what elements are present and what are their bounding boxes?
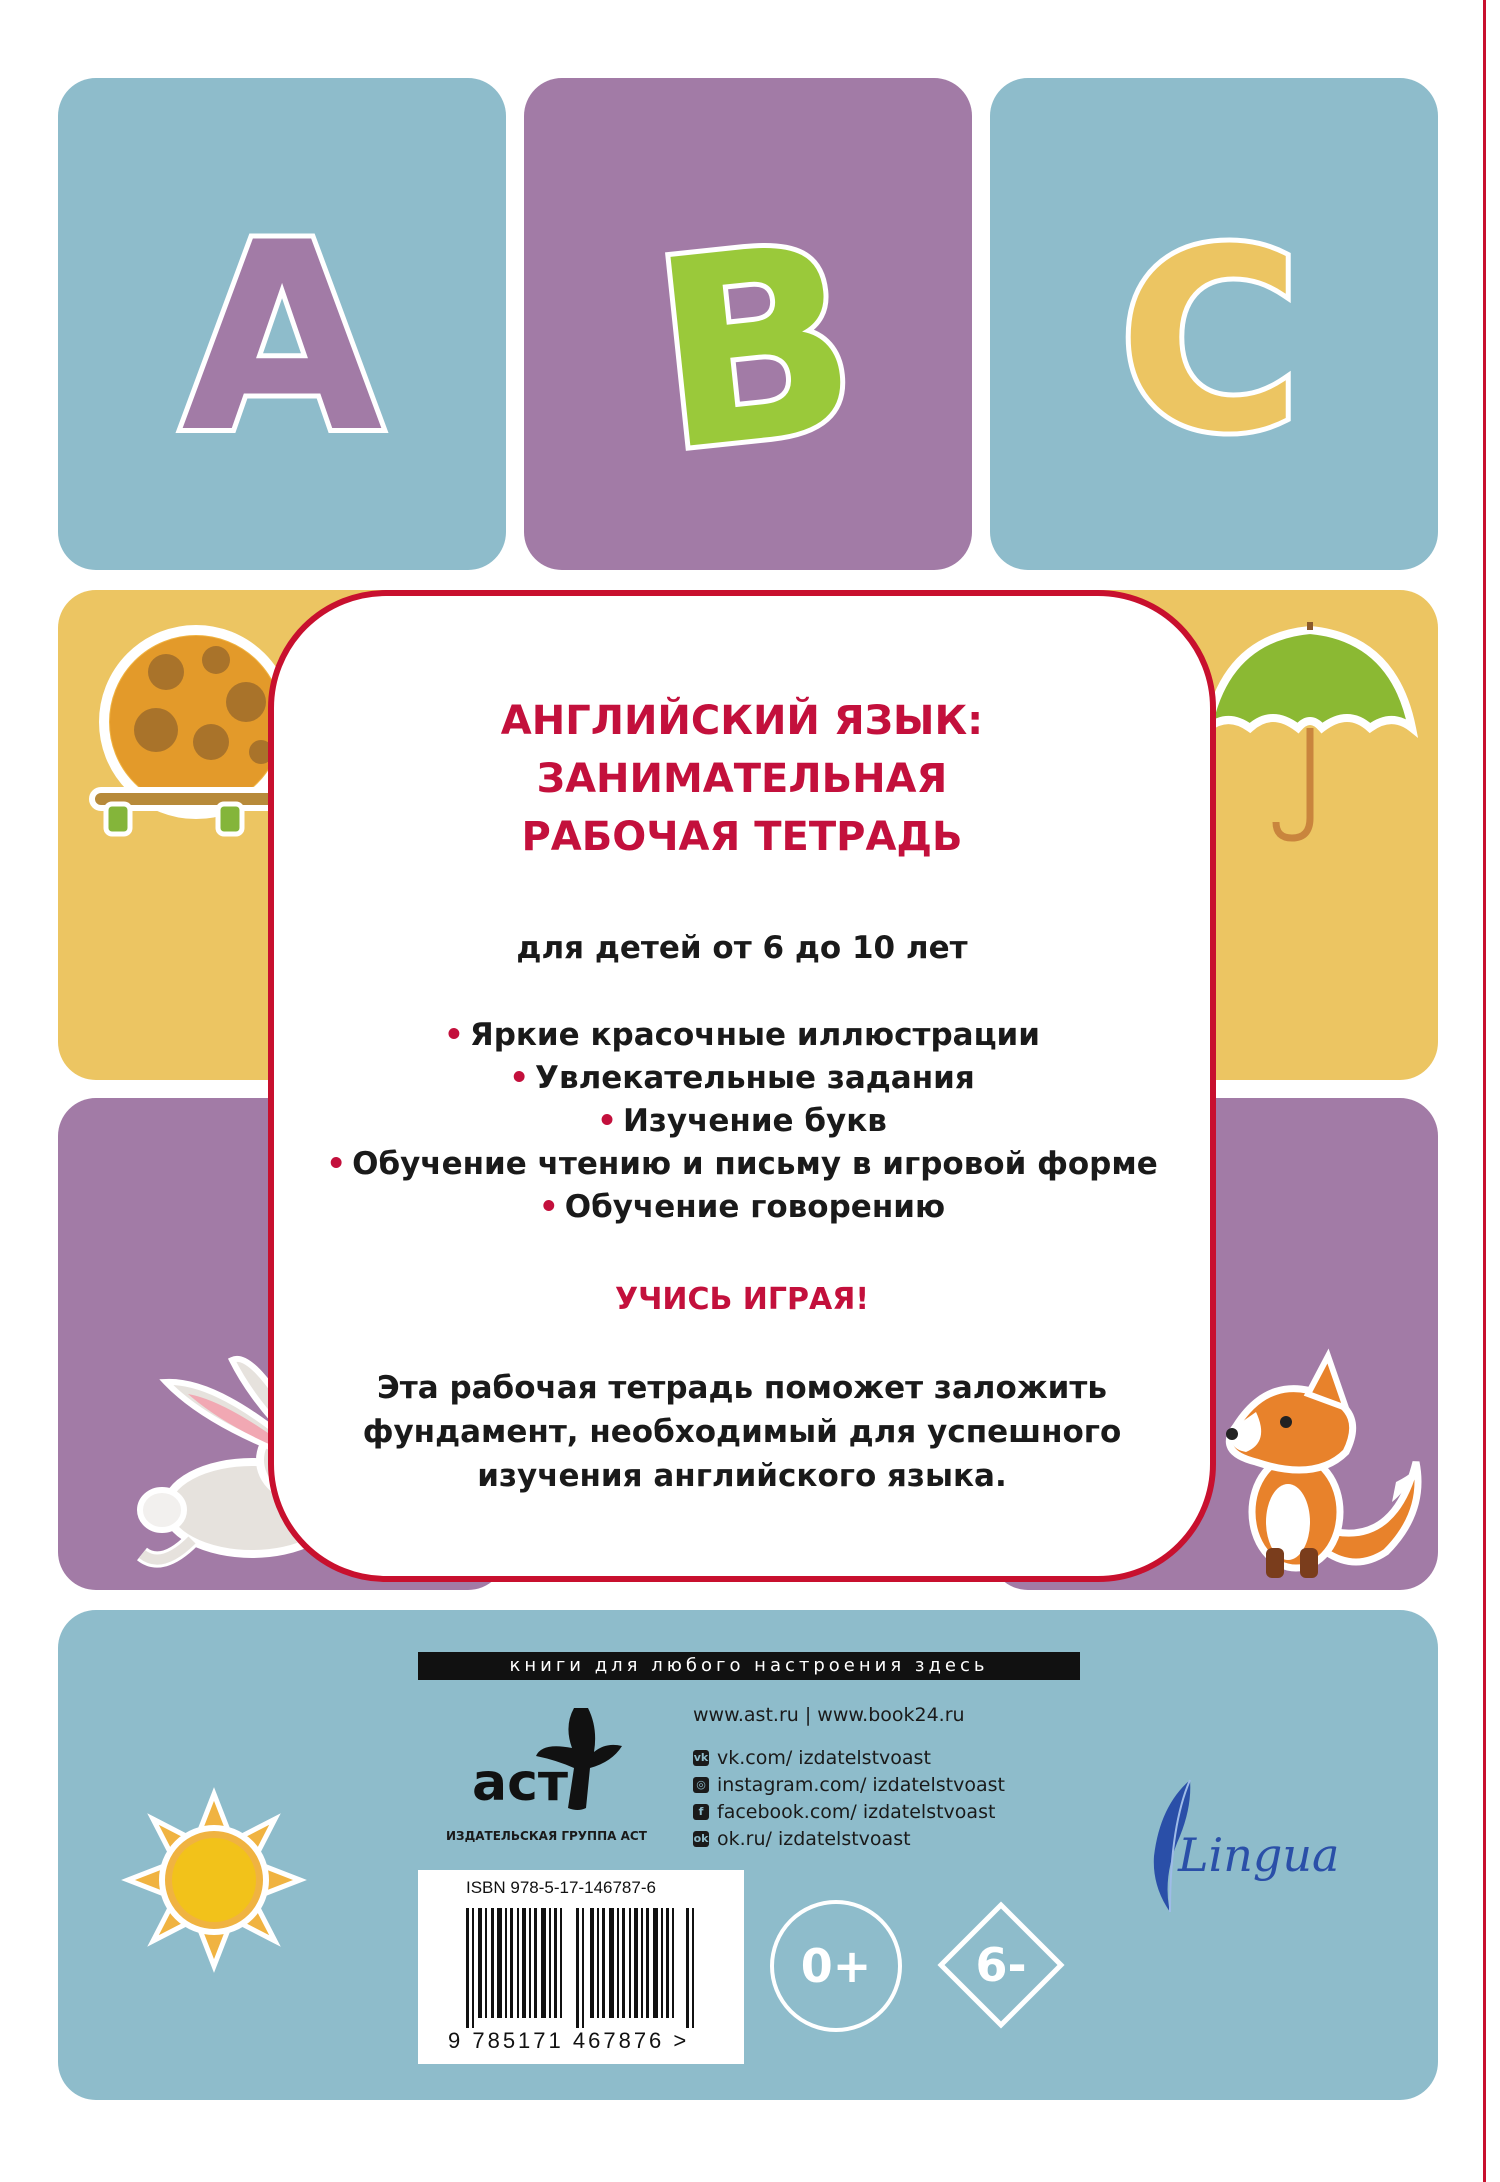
bullet-icon: • [538, 1189, 559, 1225]
website-links[interactable]: www.ast.ru | www.book24.ru [693, 1704, 965, 1726]
tile-letter-a [58, 78, 506, 570]
facebook-icon: f [693, 1804, 709, 1820]
ean-number: 9 785171 467876 > [448, 2028, 690, 2053]
sun-icon [124, 1790, 304, 1970]
feature-item [274, 1143, 1210, 1186]
bullet-icon: • [597, 1103, 617, 1139]
book-title-line: АНГЛИЙСКИЙ ЯЗЫК: [500, 698, 984, 744]
age-rating-badge: 0+ [770, 1900, 902, 2032]
tagline-bar: книги для любого настроения здесь [418, 1652, 1080, 1680]
description-line: изучения английского языка. [477, 1458, 1007, 1494]
description-line: фундамент, необходимый для успешного [362, 1414, 1122, 1450]
social-link-instagram[interactable] [693, 1771, 1005, 1798]
tile-letter-c [990, 78, 1438, 570]
description-text [274, 1366, 1210, 1498]
svg-text:C: C [1118, 196, 1302, 487]
lingua-logo: Lingua [1178, 1828, 1340, 1882]
publisher-caption: ИЗДАТЕЛЬСКАЯ ГРУППА АСТ [446, 1829, 647, 1843]
instagram-icon: ◎ [693, 1777, 709, 1793]
age-range-text: для детей от 6 до 10 лет [516, 930, 968, 966]
slogan-text: УЧИСЬ ИГРАЯ! [614, 1282, 870, 1317]
feature-item [274, 1014, 1210, 1057]
isbn-text: ISBN 978-5-17-146787-6 [466, 1878, 656, 1897]
social-link-facebook[interactable] [693, 1798, 1005, 1825]
social-link-vk[interactable] [693, 1744, 1005, 1771]
book-title [274, 692, 1210, 866]
social-link-text: vk.com/ izdatelstvoast [717, 1746, 931, 1769]
feature-text: Увлекательные задания [535, 1060, 975, 1096]
social-links [693, 1744, 1005, 1852]
publisher-logo [466, 1700, 636, 1830]
description-card [268, 590, 1216, 1582]
letter-a-graphic [181, 188, 383, 490]
features-list [274, 1014, 1210, 1229]
social-link-text: ok.ru/ izdatelstvoast [717, 1827, 911, 1850]
svg-text:A: A [181, 188, 383, 490]
book-title-line: ЗАНИМАТЕЛЬНАЯ [536, 756, 948, 802]
letter-b-graphic [641, 188, 871, 510]
feature-text: Обучение говорению [564, 1189, 946, 1225]
bullet-icon: • [509, 1060, 530, 1096]
feature-item [274, 1100, 1210, 1143]
bullet-icon: • [326, 1146, 347, 1182]
isbn-barcode-box [418, 1870, 744, 2064]
feature-item [274, 1057, 1210, 1100]
barcode-graphic [466, 1908, 706, 2028]
umbrella-illustration [1196, 618, 1426, 848]
feature-text: Обучение чтению и письму в игровой форме [352, 1146, 1158, 1182]
feature-text: Яркие красочные иллюстрации [469, 1017, 1040, 1053]
book-title-line: РАБОЧАЯ ТЕТРАДЬ [521, 814, 963, 860]
bullet-icon: • [444, 1017, 464, 1053]
age-mark-text: 6- [975, 1938, 1027, 1992]
tile-letter-b [524, 78, 972, 570]
social-link-text: instagram.com/ izdatelstvoast [717, 1773, 1005, 1796]
fox-illustration [1196, 1352, 1426, 1582]
age-mark-badge [937, 1901, 1065, 2029]
vk-icon: vk [693, 1751, 709, 1764]
page-edge-line [1483, 0, 1486, 2182]
letter-c-graphic [1110, 196, 1310, 487]
odnoklassniki-icon: ok [693, 1832, 709, 1845]
description-line: Эта рабочая тетрадь поможет заложить [377, 1370, 1107, 1406]
feature-text: Изучение букв [622, 1103, 887, 1139]
social-link-text: facebook.com/ izdatelstvoast [717, 1800, 996, 1823]
svg-text:аст: аст [472, 1753, 569, 1813]
social-link-odnoklassniki[interactable] [693, 1825, 1005, 1852]
svg-text:B: B [641, 188, 871, 510]
feature-item [274, 1186, 1210, 1229]
